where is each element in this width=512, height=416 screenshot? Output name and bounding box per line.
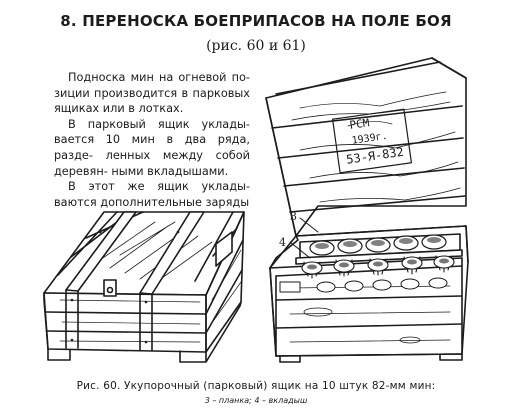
text-line: ваются дополнительные заряды [54, 195, 250, 209]
text-line: зиции производится в парковых [54, 86, 250, 100]
text-line: ленных между собой деревян- [54, 148, 250, 178]
figure-reference: (рис. 60 и 61) [206, 38, 306, 54]
figure-caption: Рис. 60. Укупорочный (парковый) ящик на 10 штук 82-мм мин: [76, 380, 436, 392]
text-line: Подноска мин на огневой по- [68, 71, 250, 84]
text-line: ными вкладышами. [111, 164, 229, 178]
text-line: ящиках или в лотках. [54, 102, 184, 116]
figure-legend: 3 – планка; 4 – вкладыш [204, 396, 308, 405]
lid-marking-line-3: 53-Я-832 [345, 144, 405, 167]
text-line: В парковый ящик уклады- [68, 117, 250, 131]
closed-box-drawing [44, 212, 244, 362]
lid-marking-line-2: 1939г. [351, 130, 389, 147]
text-line: вается 10 мин в два ряда, разде- [54, 133, 250, 162]
lid-marking-line-1: РСМ [348, 116, 371, 132]
callout-label-insert: 4 [279, 236, 286, 249]
text-line: В этот же ящик уклады- [68, 180, 250, 194]
callout-label-plank: 3 [290, 210, 297, 223]
section-title: 8. ПЕРЕНОСКА БОЕПРИПАСОВ НА ПОЛЕ БОЯ [60, 12, 452, 30]
